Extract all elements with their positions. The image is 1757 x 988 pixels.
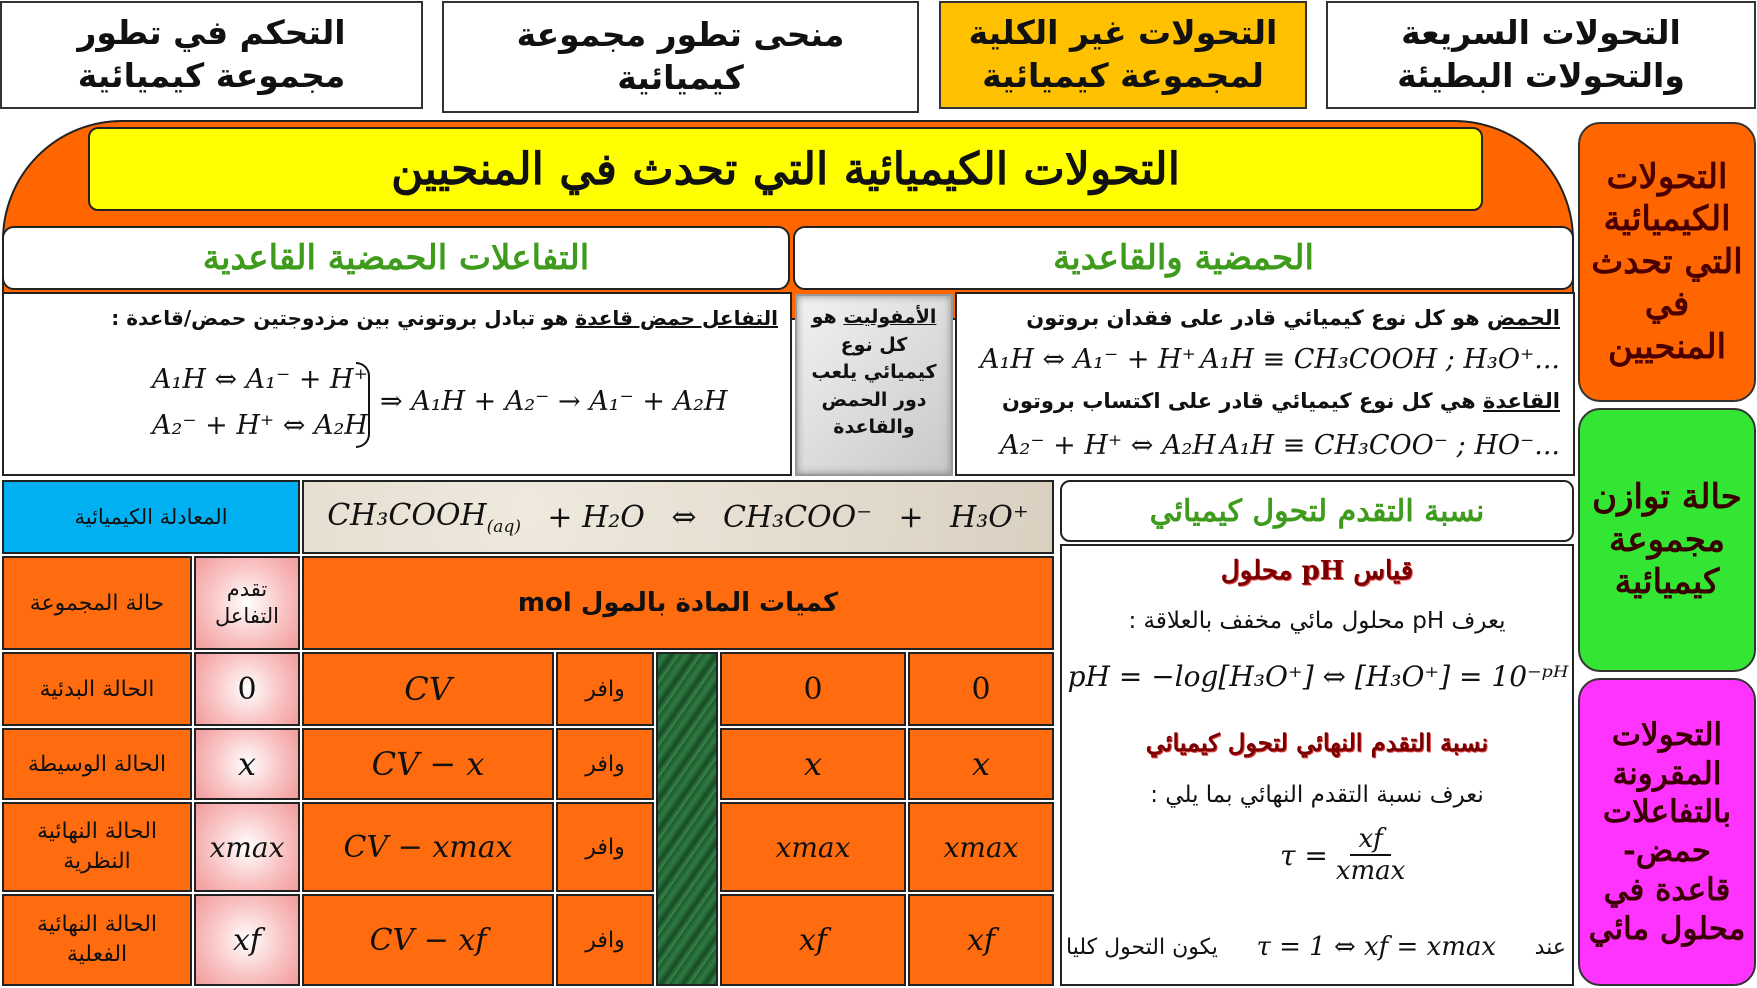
eq-water: + H₂O bbox=[547, 499, 645, 535]
base-equation: A₂⁻ + H⁺ ⇔ A₂H bbox=[1000, 430, 1216, 461]
header-quantities: كميات المادة بالمول mol bbox=[302, 556, 1054, 650]
ph-title: قياس pH محلول bbox=[1220, 556, 1414, 586]
row-base-qty: xf bbox=[720, 894, 906, 986]
reaction-definition bbox=[14, 306, 778, 330]
acid-def: هو كل نوع كيميائي قادر على فقدان بروتون bbox=[1026, 306, 1480, 330]
acid-definition bbox=[960, 306, 1560, 330]
base-def: هي كل نوع كيميائي قادر على اكتساب بروتون bbox=[1001, 389, 1476, 413]
progress-ratio-header bbox=[1060, 480, 1574, 542]
row-acid-qty: CV bbox=[302, 652, 554, 726]
row-progress: 0 bbox=[194, 652, 300, 726]
row-acid-qty: CV − xmax bbox=[302, 802, 554, 892]
base-definition bbox=[960, 389, 1560, 413]
condition-prefix: عند bbox=[1534, 934, 1566, 960]
row-acid-qty: CV − x bbox=[302, 728, 554, 800]
row-base-qty: 0 bbox=[720, 652, 906, 726]
ph-definition: يعرف pH محلول مائي مخفف بالعلاقة : bbox=[1128, 608, 1506, 634]
main-title: التحولات الكيميائية التي تحدث في المنحيين bbox=[391, 143, 1180, 195]
half-equation-2: A₂⁻ + H⁺ ⇔ A₂H bbox=[152, 410, 368, 441]
nav-tab-incomplete-transformations[interactable]: التحولات غير الكلية لمجموعة كيميائية bbox=[939, 1, 1307, 109]
acidity-header bbox=[793, 226, 1574, 290]
main-title-box bbox=[88, 127, 1483, 211]
row-state: الحالة الوسيطة bbox=[2, 728, 192, 800]
brace bbox=[356, 362, 370, 448]
row-progress: xmax bbox=[194, 802, 300, 892]
condition-suffix: يكون التحول كليا bbox=[1066, 934, 1218, 960]
acid-term: الحمض bbox=[1487, 306, 1560, 330]
final-ratio-definition: نعرف نسبة التقدم النهائي بما يلي : bbox=[1150, 782, 1484, 808]
nav-tab-evolution-control[interactable]: التحكم في تطور مجموعة كيميائية bbox=[0, 1, 423, 109]
row-state: الحالة النهائية النظرية bbox=[2, 802, 192, 892]
row-base-qty: x bbox=[720, 728, 906, 800]
progress-ratio-title: نسبة التقدم لتحول كيميائي bbox=[1149, 493, 1485, 529]
row-progress: xf bbox=[194, 894, 300, 986]
equation-label-cell bbox=[2, 480, 300, 554]
row-acid-qty: CV − xf bbox=[302, 894, 554, 986]
base-term: القاعدة bbox=[1483, 389, 1560, 413]
row-water-qty: وافر bbox=[556, 802, 654, 892]
tau-formula bbox=[1280, 824, 1405, 886]
eq-hydronium: H₃O⁺ bbox=[950, 499, 1029, 535]
nav-tab-fast-slow[interactable]: التحولات السريعة والتحولات البطيئة bbox=[1326, 1, 1756, 109]
base-examples: A₁H ≡ CH₃COO⁻ ; HO⁻... bbox=[1220, 430, 1560, 461]
row-base-qty: xmax bbox=[720, 802, 906, 892]
final-ratio-title: نسبة التقدم النهائي لتحول كيميائي bbox=[1145, 728, 1489, 757]
row-water-qty: وافر bbox=[556, 652, 654, 726]
separator-column bbox=[656, 652, 718, 986]
condition-math: τ = 1 ⇔ xf = xmax bbox=[1256, 932, 1497, 962]
tau-denominator: xmax bbox=[1335, 856, 1406, 886]
row-water-qty: وافر bbox=[556, 894, 654, 986]
row-h3o-qty: 0 bbox=[908, 652, 1054, 726]
eq-base: CH₃COO⁻ bbox=[722, 499, 873, 535]
ph-formula: pH = −log[H₃O⁺] ⇔ [H₃O⁺] = 10⁻ᵖᴴ bbox=[1067, 660, 1569, 693]
equation-cell bbox=[302, 480, 1054, 554]
tau-lhs: τ = bbox=[1280, 838, 1328, 872]
eq-acid: $CH_3COOH_{(aq)}$ bbox=[327, 497, 521, 537]
eq-arrow: ⇔ bbox=[671, 499, 697, 535]
side-tab-acid-base-aqueous[interactable]: التحولات المقرونة بالتفاعلات حمض-قاعدة في محلول مائي bbox=[1578, 678, 1756, 986]
row-h3o-qty: xf bbox=[908, 894, 1054, 986]
header-state: حالة المجموعة bbox=[2, 556, 192, 650]
ampholyte-text: هو كل نوع كيميائي يلعب دور الحمض والقاعدة bbox=[811, 306, 937, 439]
reaction-term: التفاعل حمض قاعدة bbox=[575, 306, 778, 330]
reactions-header bbox=[2, 226, 790, 290]
overall-reaction: ⇒ A₁H + A₂⁻ → A₁⁻ + A₂H bbox=[380, 386, 728, 417]
reactions-title: التفاعلات الحمضية القاعدية bbox=[202, 238, 590, 278]
row-h3o-qty: xmax bbox=[908, 802, 1054, 892]
acidity-title: الحمضية والقاعدية bbox=[1053, 238, 1314, 278]
ampholyte-term: الأمفوليت bbox=[843, 306, 937, 328]
acid-equation: A₁H ⇔ A₁⁻ + H⁺ bbox=[980, 344, 1196, 375]
header-progress: تقدم التفاعل bbox=[194, 556, 300, 650]
acid-equation-row bbox=[980, 344, 1560, 375]
tau-numerator: xf bbox=[1350, 824, 1390, 856]
eq-plus: + bbox=[898, 499, 924, 535]
reaction-def: هو تبادل بروتوني بين مزدوجتين حمض/قاعدة : bbox=[111, 306, 569, 330]
row-state: الحالة البدئية bbox=[2, 652, 192, 726]
row-h3o-qty: x bbox=[908, 728, 1054, 800]
side-tab-both-directions[interactable]: التحولات الكيميائية التي تحدث في المنحيين bbox=[1578, 122, 1756, 402]
side-tab-equilibrium[interactable]: حالة توازن مجموعة كيميائية bbox=[1578, 408, 1756, 672]
row-water-qty: وافر bbox=[556, 728, 654, 800]
ampholyte-box bbox=[795, 294, 953, 476]
row-progress: x bbox=[194, 728, 300, 800]
nav-tab-evolution-direction[interactable]: منحى تطور مجموعة كيميائية bbox=[442, 1, 919, 113]
total-condition bbox=[1066, 932, 1566, 962]
equation-label: المعادلة الكيميائية bbox=[74, 505, 228, 529]
half-equation-1: A₁H ⇔ A₁⁻ + H⁺ bbox=[152, 364, 368, 395]
acid-examples: A₁H ≡ CH₃COOH ; H₃O⁺... bbox=[1200, 344, 1560, 375]
row-state: الحالة النهائية الفعلية bbox=[2, 894, 192, 986]
base-equation-row bbox=[1000, 430, 1560, 461]
